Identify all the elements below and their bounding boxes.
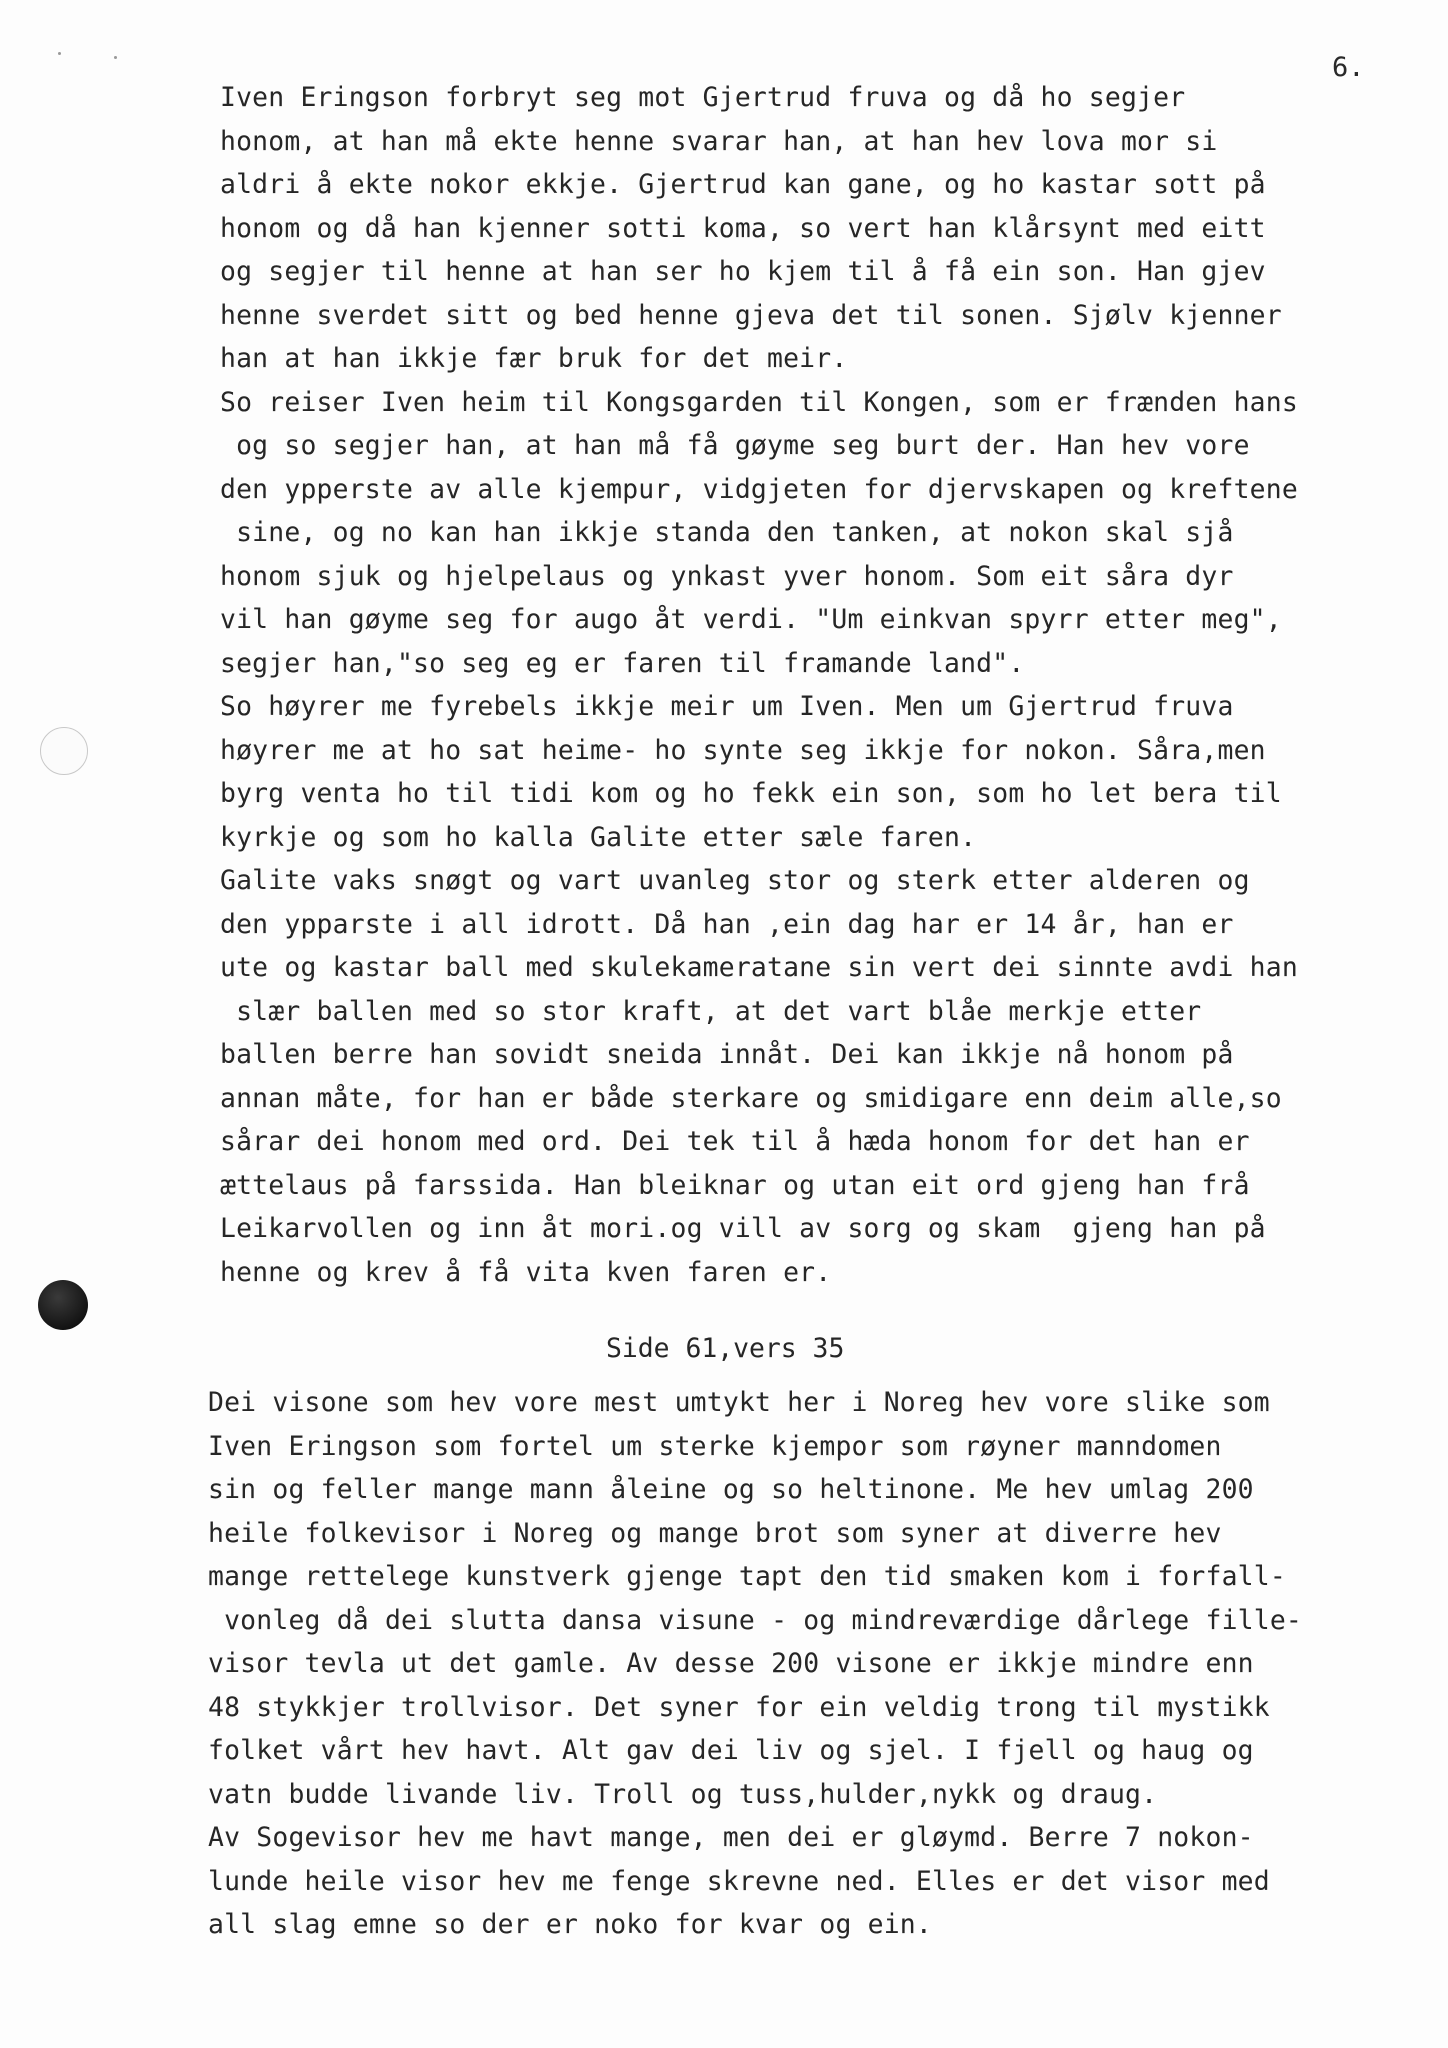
text-line: mange rettelege kunstverk gjenge tapt den tid smaken kom i forfall-: [208, 1561, 1286, 1592]
text-line: segjer han,"so seg eg er faren til framande land".: [220, 647, 1025, 679]
text-line: den ypparste i all idrott. Då han ,ein dag har er 14 år, han er: [220, 908, 1234, 940]
text-line: den ypperste av alle kjempur, vidgjeten for djervskapen og kreftene: [220, 473, 1298, 505]
text-line: byrg venta ho til tidi kom og ho fekk ein son, som ho let bera til: [220, 778, 1282, 809]
text-line: visor tevla ut det gamle. Av desse 200 visone er ikkje mindre enn: [208, 1648, 1254, 1679]
text-line: henne sverdet sitt og bed henne gjeva det til sonen. Sjølv kjenner: [220, 299, 1282, 331]
text-line: slær ballen med so stor kraft, at det vart blåe merkje etter: [220, 995, 1202, 1027]
text-line: ballen berre han sovidt sneida innåt. Dei kan ikkje nå honom på: [220, 1039, 1234, 1070]
reference-caption: Side 61,vers 35: [606, 1333, 845, 1364]
text-line: 48 stykkjer trollvisor. Det syner for ein veldig trong til mystikk: [208, 1691, 1270, 1723]
text-line: Galite vaks snøgt og vart uvanleg stor og sterk etter alderen og: [220, 865, 1250, 896]
text-line: lunde heile visor hev me fenge skrevne ned. Elles er det visor med: [208, 1865, 1270, 1897]
text-line: henne og krev å få vita kven faren er.: [220, 1256, 832, 1288]
text-line: sårar dei honom med ord. Dei tek til å hæda honom for det han er: [220, 1126, 1250, 1157]
text-line: Iven Eringson forbryt seg mot Gjertrud fruva og då ho segjer: [220, 82, 1186, 113]
text-line: honom, at han må ekte henne svarar han, at han hev lova mor si: [220, 125, 1218, 157]
punch-hole-outline: [40, 727, 88, 775]
paragraph-block-1: [220, 76, 1430, 1294]
page-number: 6.: [1332, 52, 1365, 83]
text-line: vatn budde livande liv. Troll og tuss,hulder,nykk og draug.: [208, 1778, 1158, 1810]
text-line: Dei visone som hev vore mest umtykt her i Noreg hev vore slike som: [208, 1387, 1270, 1418]
text-line: heile folkevisor i Noreg og mange brot som syner at diverre hev: [208, 1517, 1222, 1549]
paragraph-block-2: [208, 1381, 1418, 1947]
text-line: kyrkje og som ho kalla Galite etter sæle faren.: [220, 821, 977, 853]
text-line: høyrer me at ho sat heime- ho synte seg ikkje for nokon. Såra,men: [220, 734, 1266, 766]
text-line: folket vårt hev havt. Alt gav dei liv og sjel. I fjell og haug og: [208, 1735, 1254, 1766]
text-line: vil han gøyme seg for augo åt verdi. "Um einkvan spyrr etter meg",: [220, 604, 1282, 635]
text-line: annan måte, for han er både sterkare og smidigare enn deim alle,so: [220, 1082, 1282, 1114]
text-line: all slag emne so der er noko for kvar og ein.: [208, 1909, 932, 1940]
text-line: Iven Eringson som fortel um sterke kjempor som røyner manndomen: [208, 1430, 1222, 1462]
text-line: og so segjer han, at han må få gøyme seg burt der. Han hev vore: [220, 430, 1250, 461]
paper-speck: [58, 52, 61, 55]
text-line: So høyrer me fyrebels ikkje meir um Iven. Men um Gjertrud fruva: [220, 691, 1234, 722]
text-line: sine, og no kan han ikkje standa den tanken, at nokon skal sjå: [220, 517, 1234, 548]
text-line: Leikarvollen og inn åt mori.og vill av sorg og skam gjeng han på: [220, 1213, 1266, 1244]
text-line: Av Sogevisor hev me havt mange, men dei er gløymd. Berre 7 nokon-: [208, 1822, 1254, 1853]
text-line: So reiser Iven heim til Kongsgarden til Kongen, som er frænden hans: [220, 386, 1298, 418]
paper-speck: [114, 56, 117, 59]
text-line: honom og då han kjenner sotti koma, so vert han klårsynt med eitt: [220, 212, 1266, 244]
text-line: han at han ikkje fær bruk for det meir.: [220, 343, 848, 374]
punch-hole-filled: [38, 1280, 88, 1330]
text-line: aldri å ekte nokor ekkje. Gjertrud kan gane, og ho kastar sott på: [220, 169, 1266, 200]
text-line: ættelaus på farssida. Han bleiknar og utan eit ord gjeng han frå: [220, 1169, 1250, 1201]
text-line: vonleg då dei slutta dansa visune - og mindreværdige dårlege fille-: [208, 1604, 1303, 1636]
text-line: ute og kastar ball med skulekameratane sin vert dei sinnte avdi han: [220, 952, 1298, 983]
text-line: honom sjuk og hjelpelaus og ynkast yver honom. Som eit såra dyr: [220, 560, 1234, 592]
text-line: sin og feller mange mann åleine og so heltinone. Me hev umlag 200: [208, 1474, 1254, 1505]
text-line: og segjer til henne at han ser ho kjem til å få ein son. Han gjev: [220, 256, 1266, 287]
